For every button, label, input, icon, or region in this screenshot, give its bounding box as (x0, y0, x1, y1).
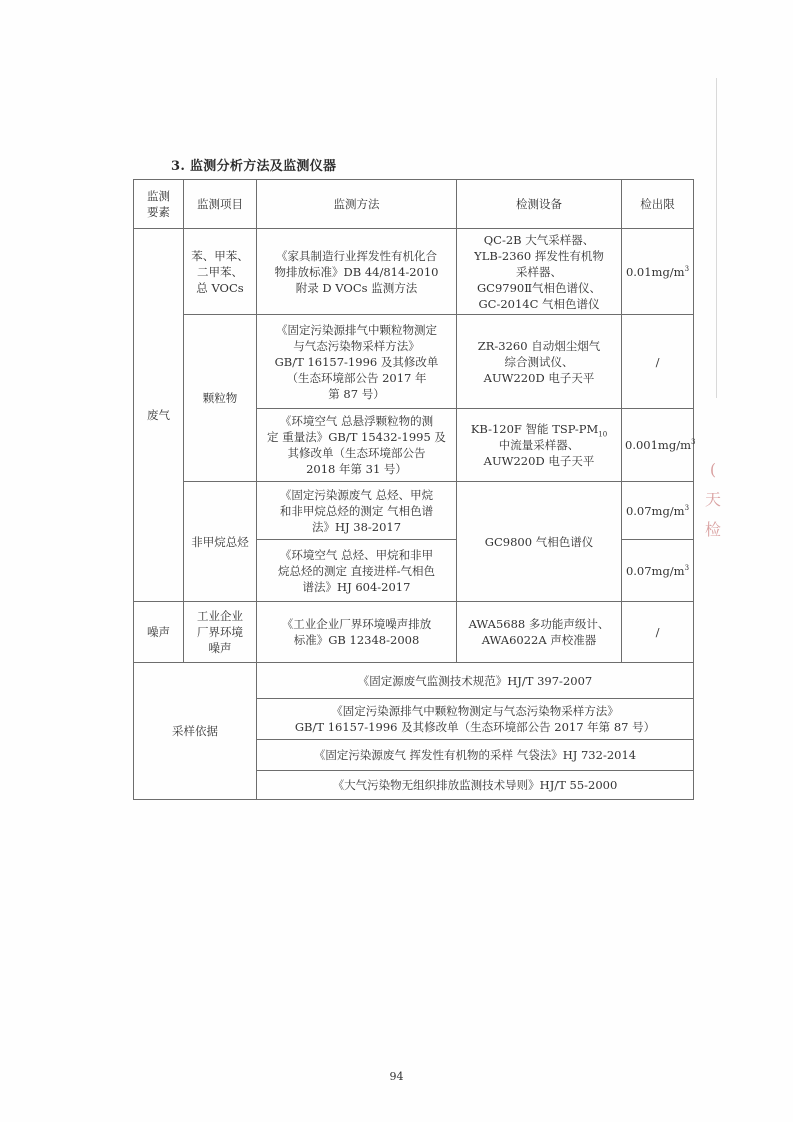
table-row (134, 602, 694, 663)
method-vocs: 《家具制造行业挥发性有机化合 物排放标准》DB 44/814-2010 附录 D VOCs 监测方法 (257, 229, 457, 315)
method-nmhc-1: 《固定污染源废气 总烃、甲烷 和非甲烷总烃的测定 气相色谱 法》HJ 38-2017 (257, 482, 457, 540)
header-type-text: 监测 要素 (147, 189, 170, 219)
sampling-basis-item: 《固定污染源废气 挥发性有机物的采样 气袋法》HJ 732-2014 (257, 740, 694, 771)
method-particulate-2: 《环境空气 总悬浮颗粒物的测 定 重量法》GB/T 15432-1995 及 其修改单（生态环境部公告 2018 年第 31 号） (257, 409, 457, 482)
header-type (134, 180, 184, 229)
limit-particulate-2 (622, 409, 694, 482)
page-number: 94 (389, 1070, 404, 1083)
table-row (134, 482, 694, 540)
sampling-basis-item: 《大气污染物无组织排放监测技术导则》HJ/T 55-2000 (257, 771, 694, 800)
header-limit: 检出限 (622, 180, 694, 229)
scan-edge-line (716, 78, 717, 398)
equipment-nmhc: GC9800 气相色谱仪 (457, 482, 622, 602)
item-noise: 工业企业 厂界环境 噪声 (184, 602, 257, 663)
method-noise: 《工业企业厂界环境噪声排放 标准》GB 12348-2008 (257, 602, 457, 663)
limit-nmhc-1-exp: 3 (684, 503, 690, 512)
equipment-noise: AWA5688 多功能声级计、 AWA6022A 声校准器 (457, 602, 622, 663)
section-title: 3. 监测分析方法及监测仪器 (171, 159, 337, 174)
stamp-glyph: ( (709, 460, 717, 479)
header-equipment: 检测设备 (457, 180, 622, 229)
header-item: 监测项目 (184, 180, 257, 229)
item-particulate: 颗粒物 (184, 315, 257, 482)
header-method: 监测方法 (257, 180, 457, 229)
table-row (134, 229, 694, 315)
limit-nmhc-2-exp: 3 (684, 563, 690, 572)
limit-nmhc-2 (622, 540, 694, 602)
limit-vocs (622, 229, 694, 315)
sampling-basis-label: 采样依据 (134, 663, 257, 800)
sampling-basis-item: 《固定源废气监测技术规范》HJ/T 397-2007 (257, 663, 694, 699)
item-nmhc: 非甲烷总烃 (184, 482, 257, 602)
equipment-particulate-2 (457, 409, 622, 482)
category-waste-gas: 废气 (134, 229, 184, 602)
limit-particulate-1: / (622, 315, 694, 409)
equipment-particulate-2-sub: 10 (598, 430, 608, 439)
table-row (134, 315, 694, 409)
monitoring-methods-table (133, 179, 694, 800)
stamp-glyph: 天 (704, 490, 721, 509)
limit-vocs-value: 0.01mg/m (625, 264, 685, 279)
category-noise: 噪声 (134, 602, 184, 663)
limit-nmhc-2-value: 0.07mg/m (625, 563, 685, 578)
seal-stamp-fragment (698, 455, 728, 595)
equipment-vocs: QC-2B 大气采样器、 YLB-2360 挥发性有机物 采样器、 GC9790Ⅱ气相色谱仪、 GC-2014C 气相色谱仪 (457, 229, 622, 315)
limit-particulate-2-value: 0.001mg/m (625, 438, 691, 452)
limit-particulate-2-exp: 3 (690, 438, 696, 447)
table-row (134, 663, 694, 699)
equipment-particulate-2-suffix: 中流量采样器、 AUW220D 电子天平 (483, 438, 595, 468)
item-vocs: 苯、甲苯、 二甲苯、 总 VOCs (184, 229, 257, 315)
limit-nmhc-1 (622, 482, 694, 540)
sampling-basis-item: 《固定污染源排气中颗粒物测定与气态污染物采样方法》 GB/T 16157-1996 及其修改单（生态环境部公告 2017 年第 87 号） (257, 699, 694, 740)
equipment-particulate-1: ZR-3260 自动烟尘烟气 综合测试仪、 AUW220D 电子天平 (457, 315, 622, 409)
limit-vocs-exp: 3 (684, 264, 690, 273)
method-particulate-1: 《固定污染源排气中颗粒物测定 与气态污染物采样方法》 GB/T 16157-1996 及其修改单 （生态环境部公告 2017 年 第 87 号） (257, 315, 457, 409)
equipment-particulate-2-prefix: KB-120F 智能 TSP-PM (470, 422, 599, 436)
limit-noise: / (622, 602, 694, 663)
limit-nmhc-1-value: 0.07mg/m (625, 503, 685, 518)
method-nmhc-2: 《环境空气 总烃、甲烷和非甲 烷总烃的测定 直接进样-气相色 谱法》HJ 604-2017 (257, 540, 457, 602)
stamp-glyph: 检 (704, 520, 721, 539)
table-header-row (134, 180, 694, 229)
